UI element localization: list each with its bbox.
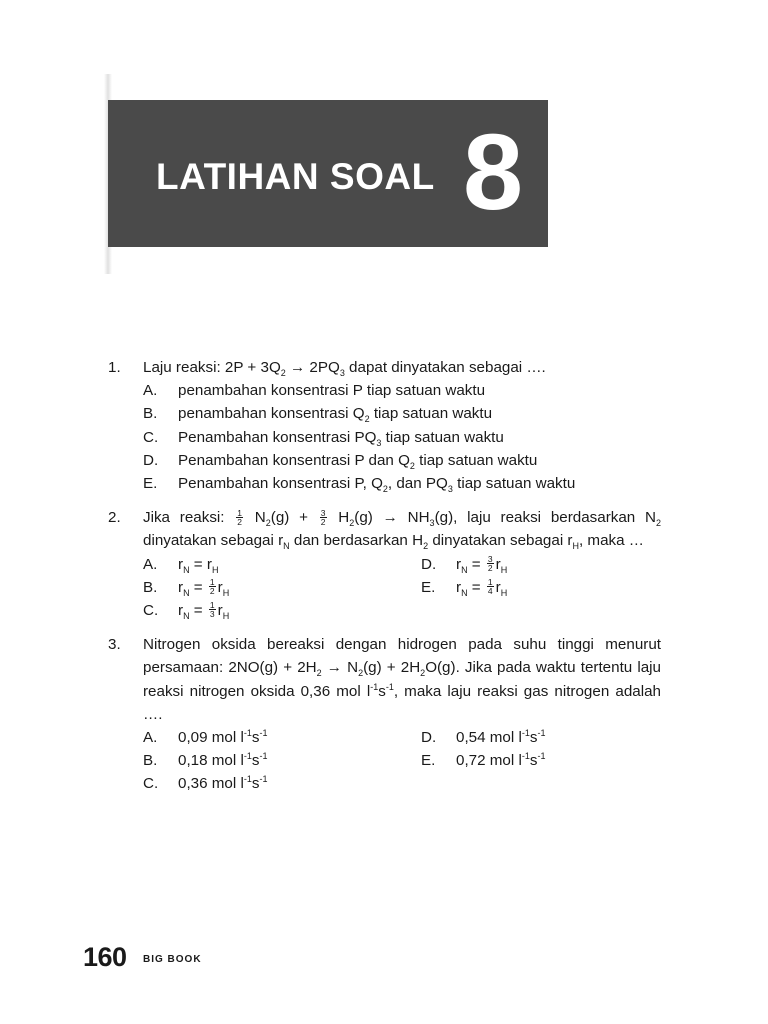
question-stem: Jika reaksi: $\frac{1}{2}$ $N_2(g)$ + $\frac{3}{2}$ $H_2(g) \to NH_3(g)$, laju reaksi berdasarkan $N_2$ dinyatakan sebagai $r_N$ dan berdasarkan $H_2$ dinyatakan sebagai $r_H$, maka … [143, 507, 662, 552]
question-number: 3. [108, 636, 121, 654]
question-stem: Nitrogen oksida bereaksi dengan hidrogen pada suhu tinggi menurut persamaan: $2NO(g) + 2H_2 \to N_2(g) + 2H_2O(g)$. Jika pada waktu tertentu laju reaksi nitrogen oksida 0,36 mol $l^{-1}s^{-1}$, maka laju reaksi gas nitrogen adalah …. [143, 636, 661, 723]
option-c[interactable]: C. 0,36 mol $l^{-1}s^{-1}$ [143, 774, 268, 793]
option-a[interactable]: A. 0,09 mol $l^{-1}s^{-1}$ [143, 727, 268, 746]
option-e[interactable]: E. Penambahan konsentrasi P, $Q_2$, dan $PQ_3$ tiap satuan waktu [143, 474, 576, 494]
option-b[interactable]: B. $r_N$ = $\frac{1}{2}$ $r_H$ [143, 577, 230, 598]
fraction-three-halves: $\frac{3}{2}$ [487, 554, 493, 574]
question-2 [108, 506, 661, 622]
option-a[interactable]: A. $r_N = r_H$ [143, 555, 219, 575]
chapter-number: 8 [463, 111, 524, 232]
options [143, 726, 661, 796]
option-c[interactable]: C. Penambahan konsentrasi $PQ_3$ tiap satuan waktu [143, 428, 504, 448]
option-e[interactable]: E. 0,72 mol $l^{-1}s^{-1}$ [421, 751, 546, 770]
option-a[interactable]: A. penambahan konsentrasi P tiap satuan waktu [143, 382, 486, 400]
chapter-banner [108, 100, 548, 247]
chapter-title: LATIHAN SOAL [156, 156, 435, 197]
question-list [108, 356, 661, 806]
question-number: 2. [108, 509, 121, 527]
option-b[interactable]: B. penambahan konsentrasi $Q_2$ tiap satuan waktu [143, 405, 493, 425]
options [143, 379, 661, 495]
question-stem: Laju reaksi: $2P + 3Q_2 \to 2PQ_3$ dapat dinyatakan sebagai …. [143, 359, 546, 378]
option-d[interactable]: D. $r_N$ = $\frac{3}{2}$ $r_H$ [421, 554, 508, 575]
question-3 [108, 633, 661, 795]
fraction-one-quarter: $\frac{1}{4}$ [487, 577, 493, 597]
option-b[interactable]: B. 0,18 mol $l^{-1}s^{-1}$ [143, 751, 268, 770]
brand-logo: BIG BOOK [143, 954, 202, 965]
option-e[interactable]: E. $r_N$ = $\frac{1}{4}$ $r_H$ [421, 577, 508, 598]
option-d[interactable]: D. Penambahan konsentrasi P dan $Q_2$ tiap satuan waktu [143, 451, 538, 471]
option-c[interactable]: C. $r_N$ = $\frac{1}{3}$ $r_H$ [143, 600, 230, 621]
fraction-one-half: $\frac{1}{2}$ [237, 507, 243, 527]
options [143, 553, 661, 623]
fraction-one-third: $\frac{1}{3}$ [209, 600, 215, 620]
page-number: 160 [83, 942, 127, 972]
option-d[interactable]: D. 0,54 mol $l^{-1}s^{-1}$ [421, 727, 546, 746]
fraction-one-half: $\frac{1}{2}$ [209, 577, 215, 597]
fraction-three-halves: $\frac{3}{2}$ [320, 507, 326, 527]
question-number: 1. [108, 359, 121, 376]
question-1 [108, 356, 661, 495]
